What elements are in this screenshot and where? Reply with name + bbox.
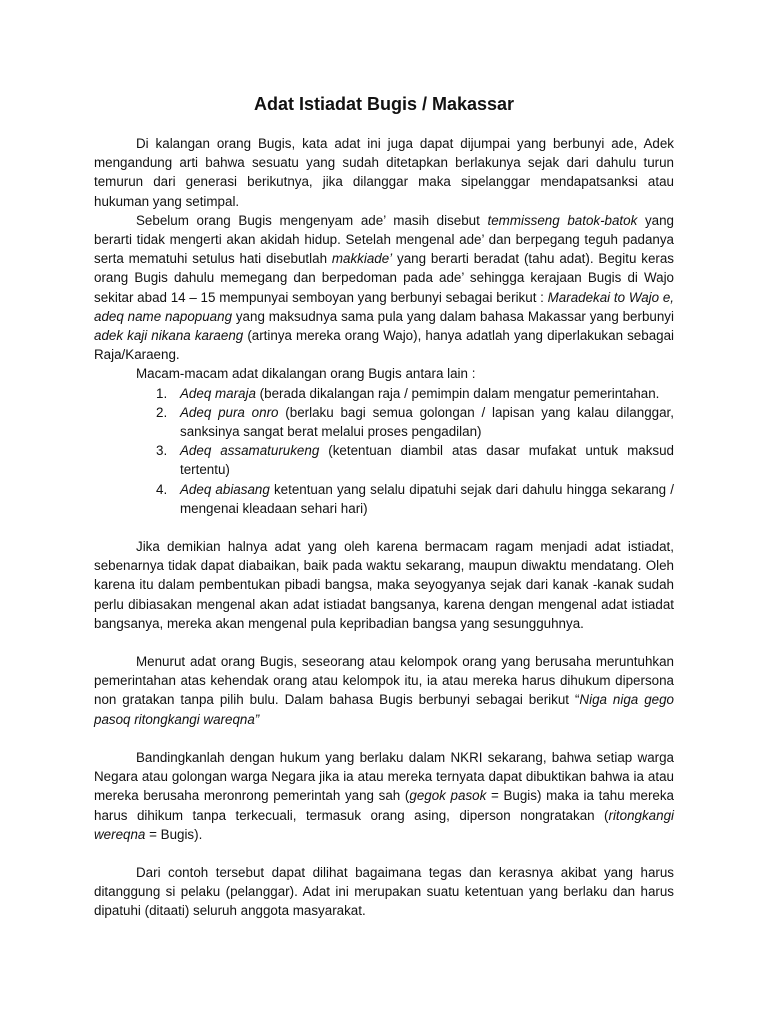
list-desc: (ketentuan diambil atas dasar mufakat untuk maksud tertentu) [180,443,674,478]
p6-text-e: = Bugis). [145,826,203,842]
list-desc: ketentuan yang selalu dipatuhi sejak dari dahulu hingga sekarang / mengenai kleadaan sehari hari) [180,481,674,516]
p6-italic-b: gegok pasok [409,788,487,804]
paragraph-comparison [94,748,674,844]
p2-text-i: (artinya mereka orang Wajo), hanya adatlah yang diperlakukan sebagai Raja/Karaeng. [94,328,675,363]
list-term: Adeq assamaturukeng [180,443,320,459]
p2-text-a: Sebelum orang Bugis mengenyam ade’ masih disebut [136,212,488,228]
list-number: 2. [156,404,168,420]
paragraph-importance: Jika demikian halnya adat yang oleh karena bermacam ragam menjadi adat istiadat, sebenarnya tidak dapat diabaikan, baik pada waktu sekarang, maupun diwaktu mendatang. Oleh karena itu dalam pembentukan pibadi bangsa, maka seyogyanya sejak dari kanak -kanak sudah perlu dibiasakan mengenal akan adat istiadat bangsanya, karena dengan mengenal adat istiadat bangsanya, mereka akan mengenal pula kepribadian bangsa yang sesungguhnya. [94,539,674,631]
p2-italic-f: Maradekai to Wajo e, adeq name napopuang [94,289,674,324]
list-item [156,384,674,403]
p2-text-e: yang berarti beradat (tahu adat). Begitu keras orang Bugis dahulu memegang dan berpedoman pada ade’ sehingga kerajaan Bugis di Wajo sekitar abad 14 – 15 mempunyai semboyan yang berbunyi sebagai berikut : [94,251,674,305]
p2-italic-b: temmisseng batok-batok [487,212,638,228]
list-term: Adeq abiasang [180,481,270,497]
paragraph-intro: Di kalangan orang Bugis, kata adat ini juga dapat dijumpai yang berbunyi ade, Adek mengandung arti bahwa sesuatu yang sudah ditetapkan berlakunya sejak dari dahulu turun temurun dari generasi berikutnya, jika dilanggar maka sipelanggar mendapatsanksi atau hukuman yang setimpal. [94,136,674,209]
paragraph-conclusion: Dari contoh tersebut dapat dilihat bagaimana tegas dan kerasnya akibat yang harus ditanggung si pelaku (pelanggar). Adat ini merupakan suatu ketentuan yang berlaku dan harus dipatuhi (ditaati) seluruh anggota masyarakat. [94,864,674,919]
p5-text-a: Menurut adat orang Bugis, seseorang atau kelompok orang yang berusaha meruntuhkan pemerintahan atas kehendak orang atau kelompok itu, ia atau mereka harus dihukum dipersona non gratakan tanpa pilih bulu. Dalam bahasa Bugis berbunyi sebagai berikut “ [94,654,674,708]
list-item [156,441,674,479]
p5-italic-b: Niga niga gego pasoq ritongkangi wareqna” [94,692,674,727]
adat-types-list [94,384,674,518]
list-term: Adeq maraja [180,385,256,401]
paragraph-ade [94,211,674,365]
paragraph-punishment [94,652,674,729]
list-item [156,480,674,518]
p6-italic-d: ritongkangi wereqna [94,807,674,842]
list-number: 1. [156,385,168,401]
list-number: 4. [156,481,168,497]
p2-italic-h: adek kaji nikana karaeng [94,328,244,344]
list-desc: (berlaku bagi semua golongan / lapisan yang kalau dilanggar, sanksinya sangat berat melalui proses pengadilan) [180,404,674,440]
p6-text-a: Bandingkanlah dengan hukum yang berlaku dalam NKRI sekarang, bahwa setiap warga Negara atau golongan warga Negara jika ia atau mereka ternyata dapat dibuktikan bahwa ia atau mereka berusaha meronrong pemerintah yang sah ( [94,749,674,804]
list-term: Adeq pura onro [180,404,279,420]
p2-italic-d: makkiade’ [331,251,393,267]
p2-text-c: yang berarti tidak mengerti akan akidah hidup. Setelah mengenal ade’ dan berpegang teguh padanya serta mematuhi setulus hati disebutlah [94,212,674,267]
paragraph-list-intro: Macam-macam adat dikalangan orang Bugis antara lain : [136,366,476,382]
p2-text-g: yang maksudnya sama pula yang dalam bahasa Makassar yang berbunyi [232,308,674,324]
document-title: Adat Istiadat Bugis / Makassar [253,94,515,114]
p6-text-c: = Bugis) maka ia tahu mereka harus dihikum tanpa terkecuali, termasuk orang asing, diperson nongratakan ( [94,788,675,823]
list-number: 3. [156,443,168,459]
list-desc: (berada dikalangan raja / pemimpin dalam mengatur pemerintahan. [255,385,660,401]
list-item [156,403,674,441]
